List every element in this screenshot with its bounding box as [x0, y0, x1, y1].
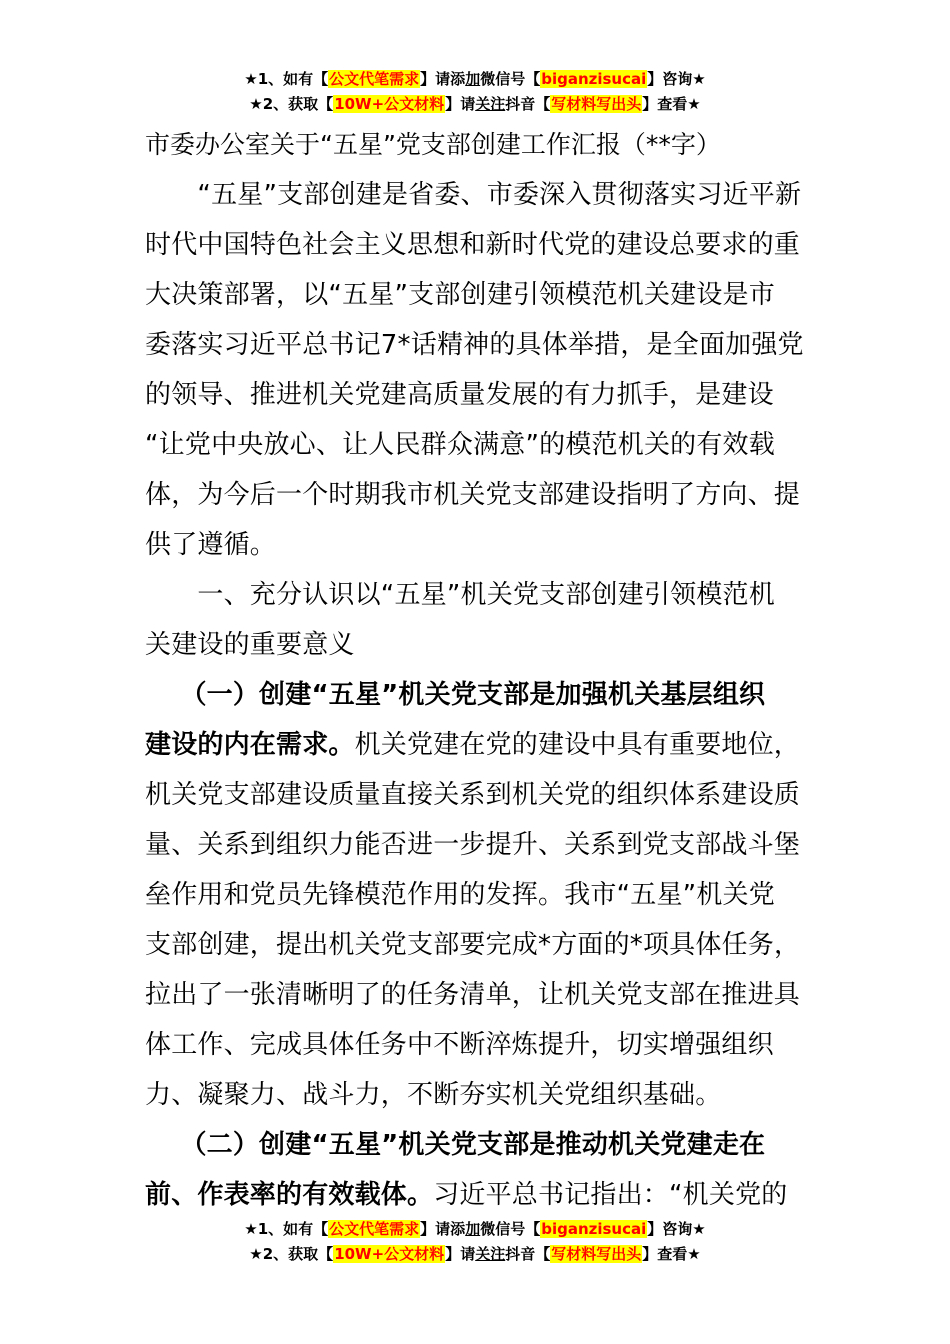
banner-text: ★2、获取【: [249, 95, 334, 113]
banner-underlined: 关注: [475, 95, 506, 113]
banner-text: ★2、获取【: [249, 1245, 334, 1263]
banner-highlight: 10W+公文材料: [334, 95, 445, 113]
document-title: 市委办公室关于“五星”党支部创建工作汇报（**字）: [145, 130, 721, 159]
paragraph-line: 供了遵循。: [145, 530, 277, 560]
banner-underlined: 关注: [475, 1245, 506, 1263]
banner-text: 微信号【: [480, 1220, 541, 1238]
promo-banner-bottom-line-1: [0, 1218, 950, 1240]
banner-text: 】请添: [420, 1220, 466, 1238]
banner-highlight: 公文代笔需求: [329, 70, 420, 88]
banner-underlined: 加: [465, 1220, 481, 1238]
paragraph-line: 体，为今后一个时期我市机关党支部建设指明了方向、提: [145, 480, 801, 510]
banner-highlight: 写材料写出头: [551, 95, 642, 113]
promo-banner-top-line-2: [0, 93, 950, 115]
promo-banner-bottom-line-2: [0, 1243, 950, 1265]
banner-text: 】请: [445, 1245, 476, 1263]
section-heading-line: 关建设的重要意义: [145, 630, 355, 660]
paragraph-line: 支部创建，提出机关党支部要完成*方面的*项具体任务，: [145, 930, 801, 960]
banner-text: 】请: [445, 95, 476, 113]
subsection-heading-line: （一）创建“五星”机关党支部是加强机关基层组织: [145, 680, 766, 710]
banner-text: 抖音【: [505, 95, 551, 113]
banner-text: 】咨询★: [647, 70, 706, 88]
banner-text: 抖音【: [505, 1245, 551, 1263]
paragraph-line: 时代中国特色社会主义思想和新时代党的建设总要求的重: [145, 230, 801, 260]
paragraph-line: 的领导、推进机关党建高质量发展的有力抓手，是建设: [145, 380, 774, 410]
banner-text: 】咨询★: [647, 1220, 706, 1238]
paragraph-line: [145, 1170, 807, 1220]
banner-highlight: 写材料写出头: [551, 1245, 642, 1263]
paragraph-line: 量、关系到组织力能否进一步提升、关系到党支部战斗堡: [145, 830, 801, 860]
banner-underlined: 加: [465, 70, 481, 88]
paragraph-text: 习近平总书记指出：“机关党的: [433, 1180, 788, 1210]
banner-highlight: 公文代笔需求: [329, 1220, 420, 1238]
banner-highlight: biganzisucai: [541, 70, 647, 88]
subsection-heading-line: （二）创建“五星”机关党支部是推动机关党建走在: [145, 1130, 766, 1160]
paragraph-line: [145, 720, 807, 770]
banner-highlight: biganzisucai: [541, 1220, 647, 1238]
paragraph-line: “五星”支部创建是省委、市委深入贯彻落实习近平新: [145, 180, 802, 210]
banner-text: ★1、如有【: [244, 70, 329, 88]
section-heading-line: 一、充分认识以“五星”机关党支部创建引领模范机: [145, 580, 775, 610]
subsection-heading-tail: 前、作表率的有效载体。: [145, 1180, 434, 1210]
banner-text: 】查看★: [642, 95, 701, 113]
paragraph-text: 机关党建在党的建设中具有重要地位，: [354, 730, 801, 760]
promo-banner-top-line-1: [0, 68, 950, 90]
paragraph-line: 拉出了一张清晰明了的任务清单，让机关党支部在推进具: [145, 980, 801, 1010]
banner-text: 微信号【: [480, 70, 541, 88]
subsection-heading-tail: 建设的内在需求。: [145, 730, 355, 760]
paragraph-line: 垒作用和党员先锋模范作用的发挥。我市“五星”机关党: [145, 880, 775, 910]
paragraph-line: 大决策部署，以“五星”支部创建引领模范机关建设是市: [145, 280, 775, 310]
paragraph-line: 机关党支部建设质量直接关系到机关党的组织体系建设质: [145, 780, 801, 810]
banner-highlight: 10W+公文材料: [334, 1245, 445, 1263]
paragraph-line: 体工作、完成具体任务中不断淬炼提升，切实增强组织: [145, 1030, 774, 1060]
paragraph-line: 委落实习近平总书记7*话精神的具体举措，是全面加强党: [145, 330, 804, 360]
banner-text: 】请添: [420, 70, 466, 88]
document-body: [145, 170, 807, 1220]
paragraph-line: “让党中央放心、让人民群众满意”的模范机关的有效载: [145, 430, 775, 460]
banner-text: ★1、如有【: [244, 1220, 329, 1238]
banner-text: 】查看★: [642, 1245, 701, 1263]
paragraph-line: 力、凝聚力、战斗力，不断夯实机关党组织基础。: [145, 1080, 722, 1110]
